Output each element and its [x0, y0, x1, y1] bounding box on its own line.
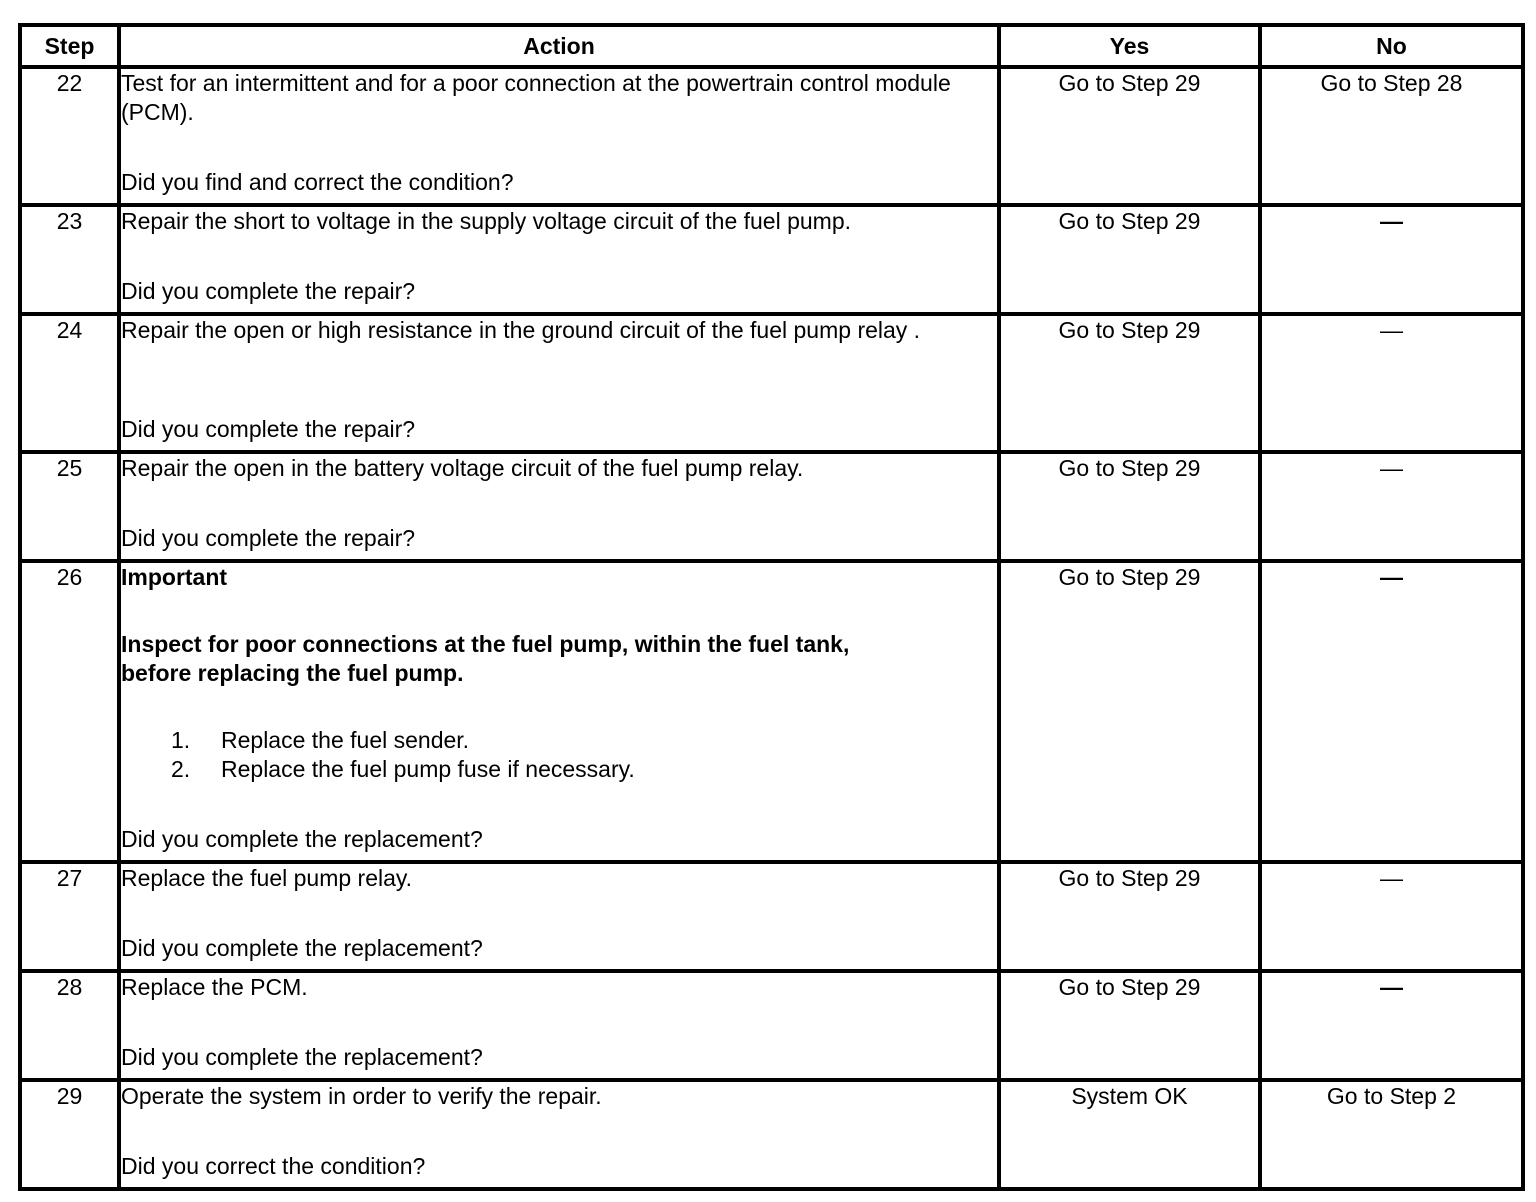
no-result: Go to Step 2 — [1260, 1080, 1523, 1189]
question-text: Did you complete the replacement? — [121, 1044, 483, 1070]
step-number: 26 — [20, 561, 119, 862]
header-no: No — [1260, 25, 1523, 67]
step-number: 27 — [20, 862, 119, 971]
substep-list — [121, 726, 997, 784]
action-cell — [119, 314, 999, 452]
question-text: Did you complete the replacement? — [121, 935, 483, 961]
step-row-27 — [20, 862, 1523, 971]
action-text: Operate the system in order to verify the repair. — [121, 1083, 602, 1109]
step-row-29 — [20, 1080, 1523, 1189]
action-text: Test for an intermittent and for a poor connection at the powertrain control module (PCM). — [121, 70, 951, 125]
yes-result: Go to Step 29 — [999, 205, 1260, 314]
action-text: Replace the fuel pump relay. — [121, 865, 413, 891]
substep-number: 1. — [171, 727, 191, 753]
yes-result: Go to Step 29 — [999, 452, 1260, 561]
header-yes: Yes — [999, 25, 1260, 67]
yes-result: Go to Step 29 — [999, 67, 1260, 205]
yes-result: System OK — [999, 1080, 1260, 1189]
important-title: Important — [121, 564, 228, 590]
list-item — [121, 755, 997, 784]
important-text: Inspect for poor connections at the fuel pump, within the fuel tank, before replacing the fuel pump. — [121, 631, 850, 686]
step-number: 22 — [20, 67, 119, 205]
list-item — [121, 726, 997, 755]
substep-text: Replace the fuel pump fuse if necessary. — [221, 756, 635, 782]
step-row-25 — [20, 452, 1523, 561]
no-result: Go to Step 28 — [1260, 67, 1523, 205]
action-cell — [119, 452, 999, 561]
action-cell — [119, 971, 999, 1080]
action-cell — [119, 862, 999, 971]
substep-number: 2. — [171, 756, 191, 782]
question-text: Did you find and correct the condition? — [121, 169, 514, 195]
action-text: Repair the short to voltage in the supply voltage circuit of the fuel pump. — [121, 208, 852, 234]
header-action: Action — [119, 25, 999, 67]
action-cell — [119, 561, 999, 862]
step-number: 24 — [20, 314, 119, 452]
action-cell — [119, 1080, 999, 1189]
action-text: Replace the PCM. — [121, 974, 308, 1000]
action-cell — [119, 67, 999, 205]
no-result: — — [1260, 314, 1523, 452]
no-result: — — [1260, 561, 1523, 862]
no-result: — — [1260, 452, 1523, 561]
step-row-26 — [20, 561, 1523, 862]
step-number: 23 — [20, 205, 119, 314]
action-text: Repair the open or high resistance in the ground circuit of the fuel pump relay . — [121, 317, 921, 343]
question-text: Did you complete the repair? — [121, 525, 416, 551]
question-text: Did you correct the condition? — [121, 1153, 426, 1179]
yes-result: Go to Step 29 — [999, 314, 1260, 452]
yes-result: Go to Step 29 — [999, 862, 1260, 971]
action-cell — [119, 205, 999, 314]
no-result: — — [1260, 205, 1523, 314]
diagnostic-steps-table — [18, 23, 1525, 1191]
step-number: 29 — [20, 1080, 119, 1189]
action-body — [121, 563, 997, 784]
no-result: — — [1260, 862, 1523, 971]
action-text: Repair the open in the battery voltage circuit of the fuel pump relay. — [121, 455, 804, 481]
question-text: Did you complete the replacement? — [121, 826, 483, 852]
header-step: Step — [20, 25, 119, 67]
question-text: Did you complete the repair? — [121, 278, 416, 304]
step-number: 25 — [20, 452, 119, 561]
step-row-24 — [20, 314, 1523, 452]
yes-result: Go to Step 29 — [999, 561, 1260, 862]
step-number: 28 — [20, 971, 119, 1080]
substep-text: Replace the fuel sender. — [221, 727, 470, 753]
step-row-23 — [20, 205, 1523, 314]
header-row — [20, 25, 1523, 67]
question-text: Did you complete the repair? — [121, 416, 416, 442]
step-row-28 — [20, 971, 1523, 1080]
no-result: — — [1260, 971, 1523, 1080]
yes-result: Go to Step 29 — [999, 971, 1260, 1080]
step-row-22 — [20, 67, 1523, 205]
